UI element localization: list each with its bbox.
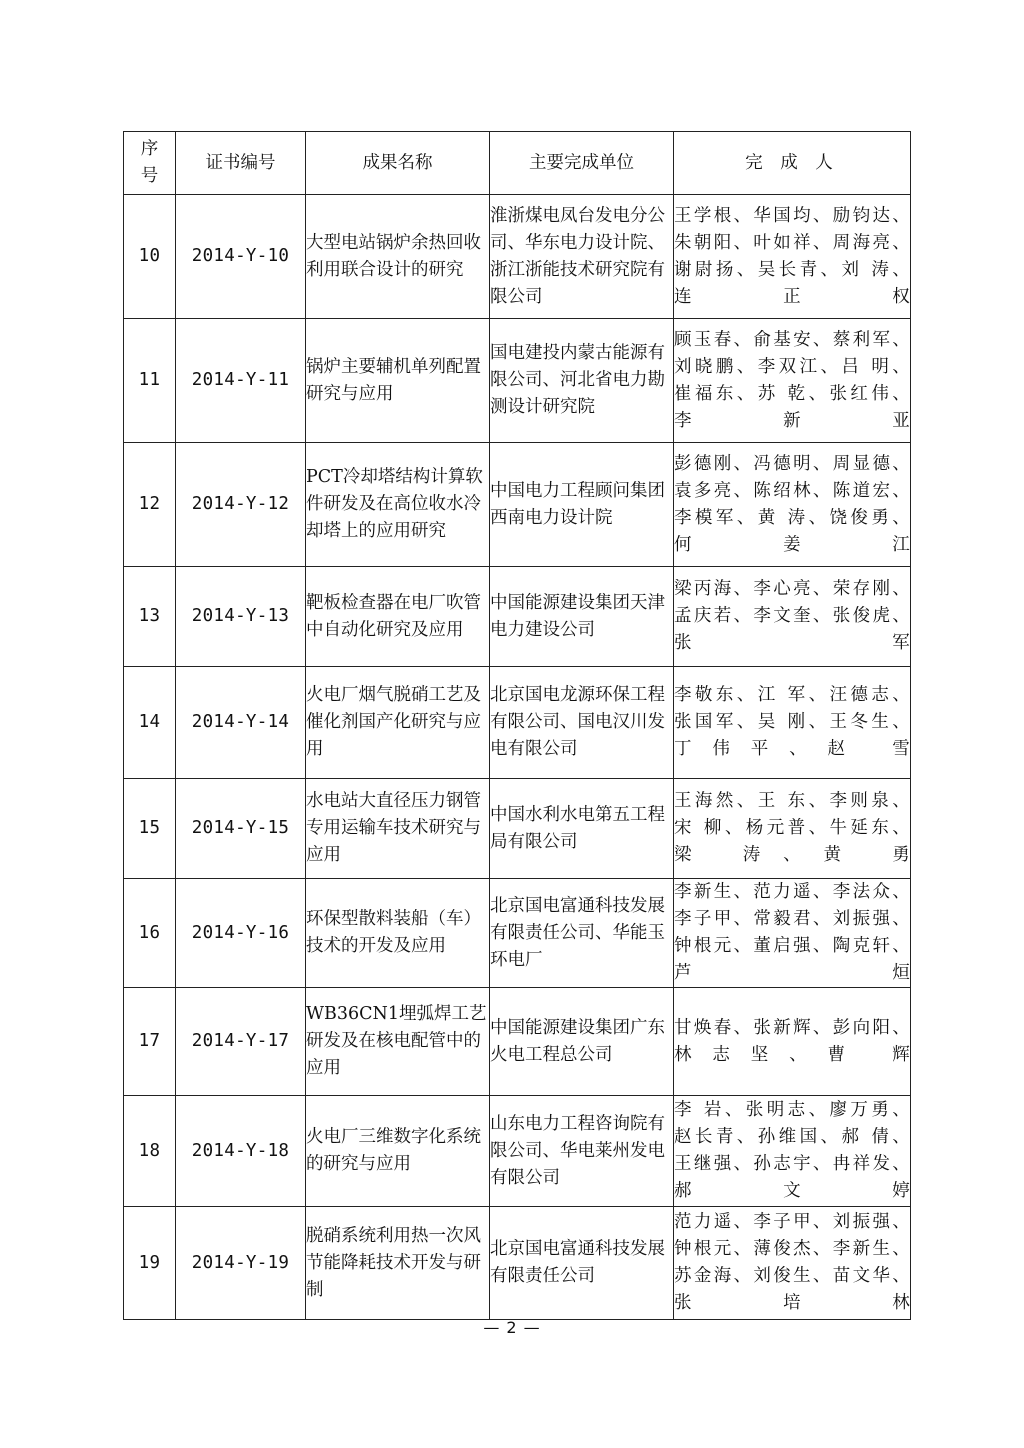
people-line: 张培林 [674,1293,910,1313]
people-line: 梁丙海、李心亮、荣存刚、 [674,579,910,599]
row-people [674,567,911,667]
row-cert-number: 2014-Y-13 [176,567,306,667]
table-body [124,195,911,1320]
people-line: 甘焕春、张新辉、彭向阳、 [674,1017,910,1038]
people-line: 顾玉春、俞基安、蔡利军、 [674,329,910,350]
header-cert-number: 证书编号 [176,132,306,195]
header-seq [124,132,176,195]
row-people [674,319,911,443]
header-main-unit: 主要完成单位 [490,132,674,195]
people-list [674,1097,910,1205]
row-seq: 15 [124,779,176,879]
row-achievement-title: 环保型散料装船（车）技术的开发及应用 [306,879,490,988]
table-row [124,567,911,667]
people-list [674,451,910,559]
people-line: 李敬东、江 军、汪德志、 [674,685,910,705]
people-line: 赵长青、孙维国、郝 倩、 [674,1127,910,1147]
row-people [674,879,911,988]
row-seq: 13 [124,567,176,667]
table-row [124,667,911,779]
people-line: 刘晓鹏、李双江、吕 明、 [674,356,910,377]
people-line: 王继强、孙志宇、冉祥发、 [674,1154,910,1174]
table-row [124,1207,911,1320]
people-list [674,576,910,657]
table-row [124,1096,911,1207]
row-cert-number: 2014-Y-15 [176,779,306,879]
people-line: 范力遥、李子甲、刘振强、 [674,1212,910,1232]
people-line: 孟庆若、李文奎、张俊虎、 [674,606,910,626]
people-list [674,682,910,763]
people-line: 袁多亮、陈绍林、陈道宏、 [674,480,910,501]
row-seq: 19 [124,1207,176,1320]
row-main-unit: 中国水利水电第五工程局有限公司 [490,779,674,879]
row-main-unit: 中国能源建设集团广东火电工程总公司 [490,988,674,1096]
people-line: 王海然、王 东、李则泉、 [674,791,910,811]
people-line: 何姜江 [674,534,910,555]
people-line: 谢尉扬、吴长青、刘 涛、 [674,259,910,280]
header-achievement-title: 成果名称 [306,132,490,195]
people-list [674,1015,910,1069]
row-achievement-title: 脱硝系统利用热一次风节能降耗技术开发与研制 [306,1207,490,1320]
row-achievement-title: 靶板检查器在电厂吹管中自动化研究及应用 [306,567,490,667]
row-people [674,779,911,879]
people-line: 李新生、范力遥、李法众、 [674,882,910,902]
row-people [674,443,911,567]
people-line: 王学根、华国均、励钧达、 [674,205,910,226]
people-line: 丁伟平、赵 雪 [674,739,910,759]
people-line: 彭德刚、冯德明、周显德、 [674,453,910,474]
row-cert-number: 2014-Y-19 [176,1207,306,1320]
people-list [674,879,910,987]
row-main-unit: 淮浙煤电凤台发电分公司、华东电力设计院、浙江浙能技术研究院有限公司 [490,195,674,319]
people-line: 钟根元、董启强、陶克轩、 [674,936,910,956]
row-seq: 16 [124,879,176,988]
people-line: 李新亚 [674,410,910,431]
header-people-label: 完 成 人 [745,152,839,173]
row-achievement-title: 大型电站锅炉余热回收利用联合设计的研究 [306,195,490,319]
row-main-unit: 国电建投内蒙古能源有限公司、河北省电力勘测设计研究院 [490,319,674,443]
people-line: 宋 柳、杨元普、牛延东、 [674,818,910,838]
header-seq-label: 序号 [140,139,159,186]
people-line: 林志坚、曹 辉 [674,1044,910,1065]
row-people [674,988,911,1096]
row-achievement-title: 火电厂三维数字化系统的研究与应用 [306,1096,490,1207]
row-achievement-title: 火电厂烟气脱硝工艺及催化剂国产化研究与应用 [306,667,490,779]
row-cert-number: 2014-Y-18 [176,1096,306,1207]
row-people [674,667,911,779]
people-line: 连正权 [674,286,910,307]
row-cert-number: 2014-Y-14 [176,667,306,779]
people-line: 钟根元、薄俊杰、李新生、 [674,1239,910,1259]
people-line: 张国军、吴 刚、王冬生、 [674,712,910,732]
row-cert-number: 2014-Y-17 [176,988,306,1096]
row-seq: 11 [124,319,176,443]
row-main-unit: 中国电力工程顾问集团西南电力设计院 [490,443,674,567]
people-list [674,327,910,435]
row-cert-number: 2014-Y-11 [176,319,306,443]
table-header-row [124,132,911,195]
row-seq: 17 [124,988,176,1096]
people-list [674,1209,910,1317]
row-people [674,195,911,319]
table-row [124,779,911,879]
row-main-unit: 中国能源建设集团天津电力建设公司 [490,567,674,667]
people-list [674,203,910,311]
row-cert-number: 2014-Y-16 [176,879,306,988]
people-line: 李子甲、常毅君、刘振强、 [674,909,910,929]
row-main-unit: 山东电力工程咨询院有限公司、华电莱州发电有限公司 [490,1096,674,1207]
people-line: 梁 涛、黄 勇 [674,845,910,865]
people-line: 张 军 [674,633,910,653]
table-row [124,879,911,988]
people-line: 芦 烜 [674,963,910,983]
table-row [124,319,911,443]
row-achievement-title: 水电站大直径压力钢管专用运输车技术研究与应用 [306,779,490,879]
header-people [674,132,911,195]
row-achievement-title: PCT冷却塔结构计算软件研发及在高位收水冷却塔上的应用研究 [306,443,490,567]
row-seq: 18 [124,1096,176,1207]
row-cert-number: 2014-Y-10 [176,195,306,319]
row-main-unit: 北京国电富通科技发展有限责任公司、华能玉环电厂 [490,879,674,988]
row-seq: 12 [124,443,176,567]
row-cert-number: 2014-Y-12 [176,443,306,567]
table-row [124,988,911,1096]
people-line: 李模军、黄 涛、饶俊勇、 [674,507,910,528]
row-people [674,1096,911,1207]
people-list [674,788,910,869]
people-line: 崔福东、苏 乾、张红伟、 [674,383,910,404]
people-line: 郝文婷 [674,1181,910,1201]
row-achievement-title: 锅炉主要辅机单列配置研究与应用 [306,319,490,443]
row-seq: 10 [124,195,176,319]
row-people [674,1207,911,1320]
row-achievement-title: WB36CN1埋弧焊工艺研发及在核电配管中的应用 [306,988,490,1096]
awards-table [123,131,911,1320]
people-line: 李 岩、张明志、廖万勇、 [674,1100,910,1120]
people-line: 苏金海、刘俊生、苗文华、 [674,1266,910,1286]
page-number: — 2 — [483,1318,541,1337]
row-main-unit: 北京国电富通科技发展有限责任公司 [490,1207,674,1320]
row-main-unit: 北京国电龙源环保工程有限公司、国电汉川发电有限公司 [490,667,674,779]
table-row [124,443,911,567]
table-row [124,195,911,319]
row-seq: 14 [124,667,176,779]
people-line: 朱朝阳、叶如祥、周海亮、 [674,232,910,253]
